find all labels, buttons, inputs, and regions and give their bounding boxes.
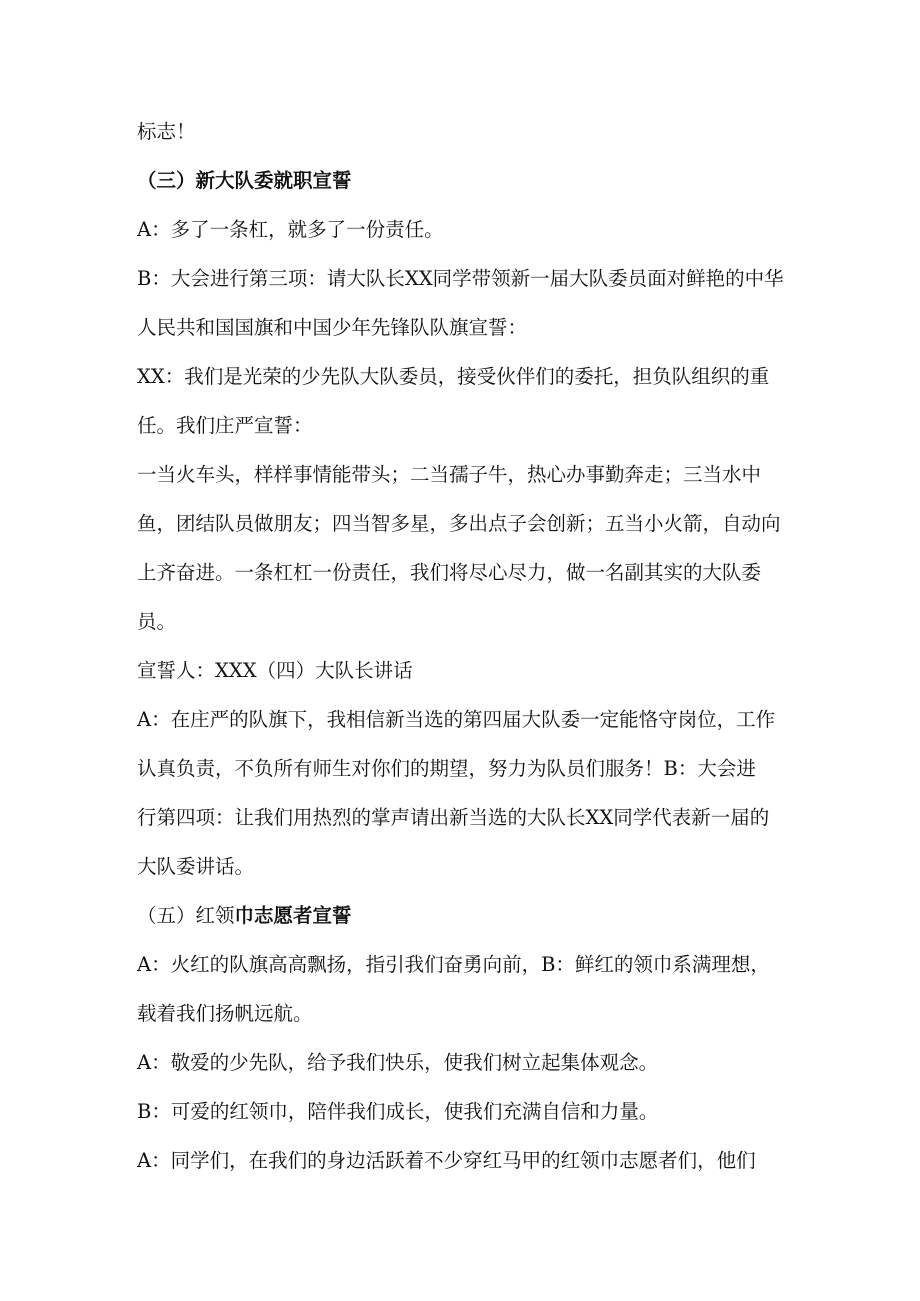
- section-heading-5: [137, 891, 787, 940]
- text-line: 行第四项：让我们用热烈的掌声请出新当选的大队长XX同学代表新一届的: [137, 806, 770, 829]
- text-line: A：多了一条杠，就多了一份责任。: [137, 218, 444, 241]
- heading-prefix: （五）红领: [137, 904, 235, 927]
- text-line: 人民共和国国旗和中国少年先锋队队旗宣誓：: [137, 316, 528, 339]
- text-line: 员。: [137, 610, 177, 633]
- text-line: XX：我们是光荣的少先队大队委员，接受伙伴们的委托，担负队组织的重: [137, 365, 770, 388]
- text-line: B：大会进行第三项：请大队长XX同学带领新一届大队委员面对鲜艳的中华: [137, 267, 784, 290]
- text-line: 任。我们庄严宣誓：: [137, 414, 313, 437]
- text-line: 载着我们扬帆远航。: [137, 1002, 313, 1025]
- section-heading-4: 宣誓人：XXX（四）大队长讲话: [137, 659, 413, 682]
- text-line: A：在庄严的队旗下，我相信新当选的第四届大队委一定能恪守岗位，工作: [137, 708, 776, 731]
- document-body: [137, 107, 787, 1185]
- text-line: 一当火车头，样样事情能带头；二当孺子牛，热心办事勤奔走；三当水中: [137, 463, 762, 486]
- text-line: 标志！: [137, 120, 196, 143]
- text-line: 大队委讲话。: [137, 855, 255, 878]
- text-line: 鱼，团结队员做朋友；四当智多星，多出点子会创新；五当小火箭，自动向: [137, 512, 781, 535]
- text-line: 认真负责，不负所有师生对你们的期望，努力为队员们服务！B：大会进: [137, 757, 756, 780]
- heading-bold: 巾志愿者宣誓: [234, 904, 352, 927]
- text-line: B：可爱的红领巾，陪伴我们成长，使我们充满自信和力量。: [137, 1100, 659, 1123]
- section-heading-3: （三）新大队委就职宣誓: [137, 169, 352, 192]
- text-line: A：同学们，在我们的身边活跃着不少穿红马甲的红领巾志愿者们，他们: [137, 1149, 756, 1172]
- text-line: A：敬爱的少先队，给予我们快乐，使我们树立起集体观念。: [137, 1051, 659, 1074]
- text-line: 上齐奋进。一条杠杠一份责任，我们将尽心尽力，做一名副其实的大队委: [137, 561, 762, 584]
- text-line: A：火红的队旗高高飘扬，指引我们奋勇向前，B：鲜红的领巾系满理想，: [137, 953, 770, 976]
